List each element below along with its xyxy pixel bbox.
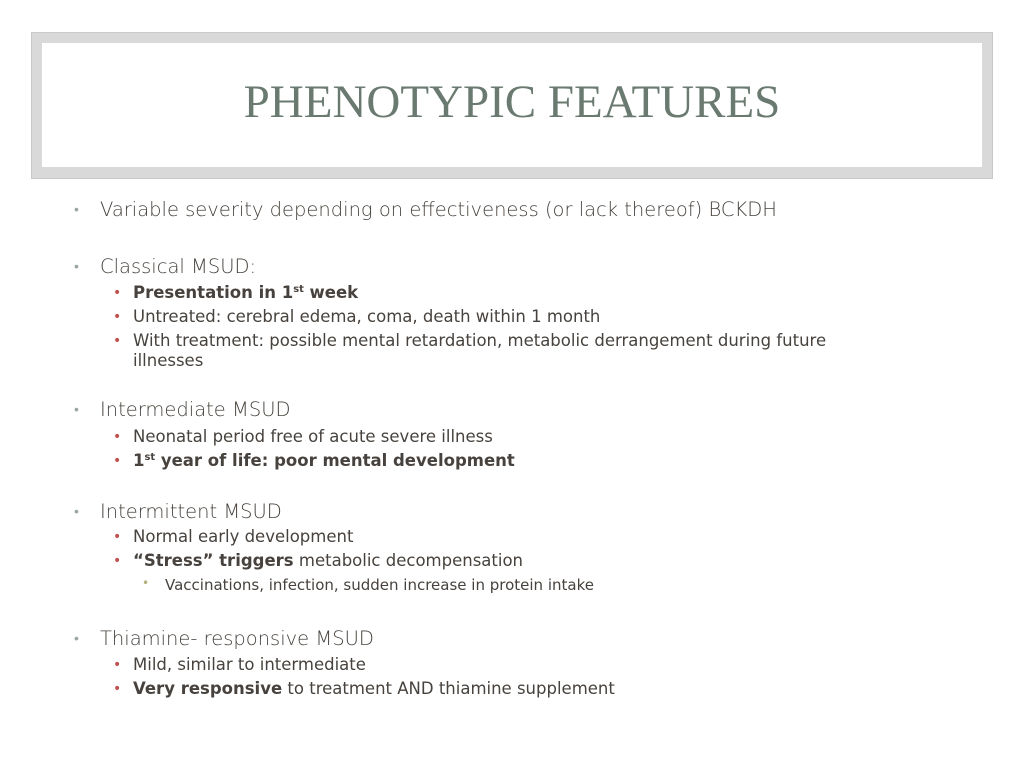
bullet-item-level-2 (113, 331, 827, 351)
bullet-item-level-3 (142, 576, 594, 594)
bullet-dot-icon: • (113, 657, 122, 673)
bullet-dot-icon: • (113, 529, 122, 545)
bullet-text: Variable severity depending on effectiveness (or lack thereof) BCKDH (100, 198, 777, 221)
bullet-dot-icon: • (113, 681, 122, 697)
bullet-text: Mild, similar to intermediate (133, 655, 366, 674)
bullet-item-level-2 (113, 283, 359, 303)
bullet-text: metabolic decompensation (293, 551, 524, 570)
bullet-text: Intermittent MSUD (100, 500, 282, 523)
bullet-item-level-2 (113, 679, 615, 699)
bullet-text: st (293, 284, 304, 296)
bullet-item-level-1 (74, 398, 291, 421)
bullet-item-level-2 (113, 551, 524, 571)
bullet-dot-icon: • (74, 259, 79, 275)
bullet-item-level-1 (74, 198, 777, 221)
bullet-dot-icon: • (74, 631, 79, 647)
bullet-dot-icon: • (113, 453, 122, 469)
bullet-dot-icon: • (113, 285, 122, 301)
bullet-dot-icon: • (74, 202, 79, 218)
bullet-dot-icon: • (74, 504, 79, 520)
bullet-text: Presentation in 1 (133, 283, 294, 302)
bullet-item-level-2 (133, 352, 203, 371)
bullet-item-level-1 (74, 255, 257, 278)
bullet-dot-icon: • (142, 576, 150, 590)
title-box (42, 43, 982, 167)
bullet-text: 1 (133, 451, 145, 470)
slide-title: PHENOTYPIC FEATURES (243, 76, 781, 128)
bullet-dot-icon: • (113, 553, 122, 569)
bullet-item-level-2 (113, 427, 493, 447)
bullet-dot-icon: • (113, 309, 122, 325)
title-frame (31, 32, 993, 179)
bullet-text: Intermediate MSUD (100, 398, 291, 421)
bullet-text: Very responsive (133, 679, 283, 698)
bullet-text: week (303, 283, 359, 302)
bullet-text: Neonatal period free of acute severe illness (133, 427, 493, 446)
bullet-text: Untreated: cerebral edema, coma, death within 1 month (133, 307, 601, 326)
bullet-text: Normal early development (133, 527, 354, 546)
bullet-item-level-1 (74, 627, 374, 650)
bullet-dot-icon: • (74, 402, 79, 418)
bullet-text: Thiamine- responsive MSUD (100, 627, 374, 650)
bullet-text: With treatment: possible mental retardation, metabolic derrangement during future (133, 331, 827, 350)
bullet-item-level-2 (113, 655, 366, 675)
bullet-dot-icon: • (113, 429, 122, 445)
bullet-dot-icon: • (113, 333, 122, 349)
bullet-text: to treatment AND thiamine supplement (282, 679, 615, 698)
bullet-text: year of life: poor mental development (155, 451, 515, 470)
bullet-text: st (144, 452, 156, 464)
bullet-item-level-2 (113, 527, 354, 547)
bullet-text: “Stress” triggers (133, 551, 294, 570)
bullet-item-level-2 (113, 451, 515, 471)
bullet-text: illnesses (133, 351, 204, 370)
bullet-item-level-2 (113, 307, 601, 327)
bullet-text: Classical MSUD: (100, 255, 257, 278)
bullet-text: Vaccinations, infection, sudden increase in protein intake (165, 576, 594, 594)
bullet-item-level-1 (74, 500, 282, 523)
